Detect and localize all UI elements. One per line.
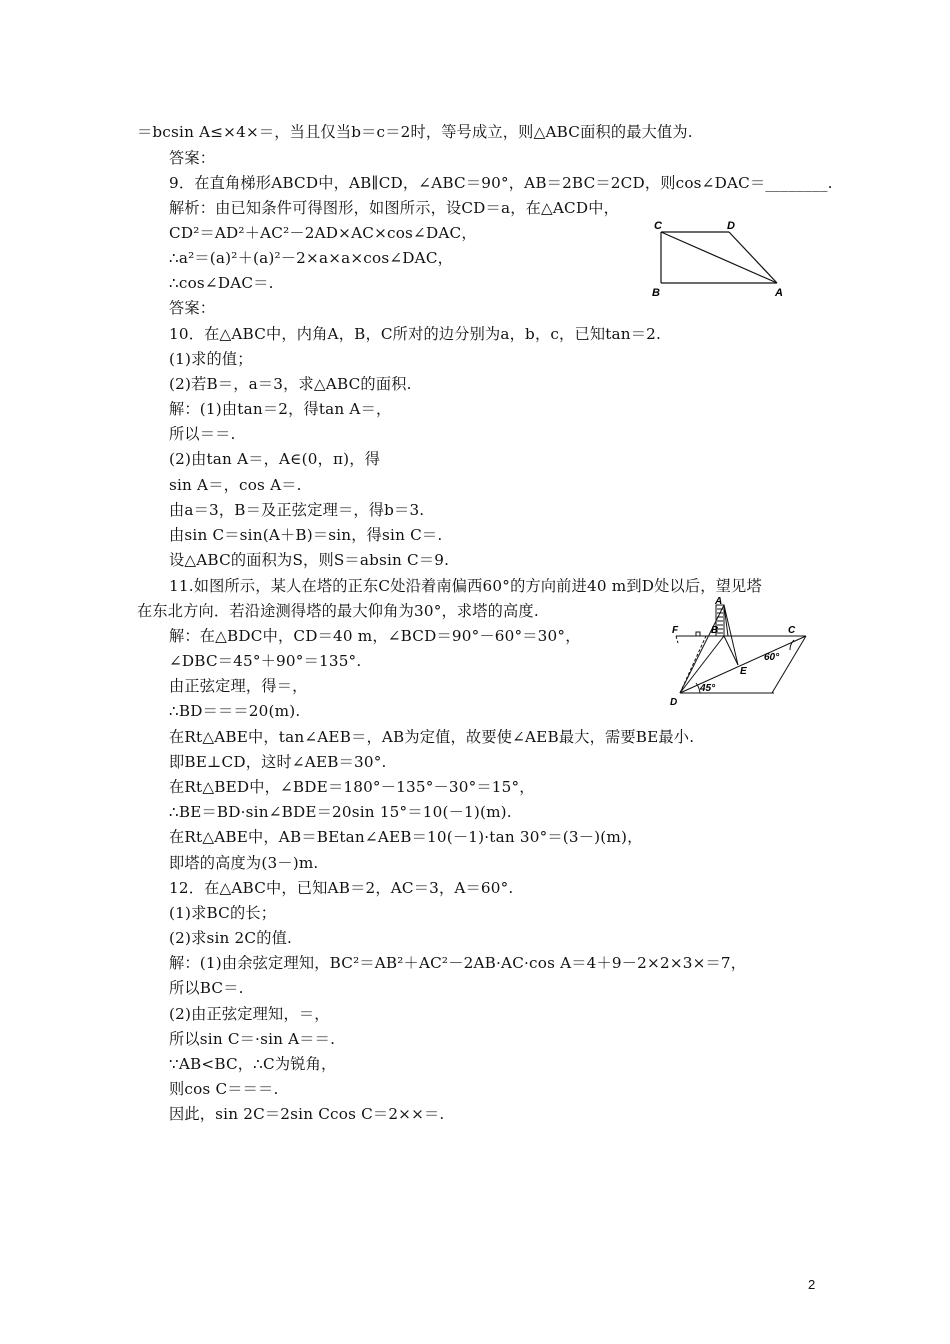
answer-label: 答案： [169, 299, 216, 317]
text-line: 由sin C＝sin(A＋B)＝sin，得sin C＝. [169, 526, 443, 544]
text-line: 即塔的高度为(3－)m. [169, 854, 319, 872]
problem-9-statement: 9．在直角梯形ABCD中，AB∥CD，∠ABC＝90°，AB＝2BC＝2CD，则cos∠DAC＝________. [169, 174, 833, 192]
text-line: 设△ABC的面积为S，则S＝absin C＝9. [169, 551, 450, 569]
text-line: 解：(1)由余弦定理知，BC²＝AB²＋AC²－2AB·AC·cos A＝4＋9－2×2×3×＝7， [169, 954, 747, 972]
text-line: 所以＝＝. [169, 425, 236, 443]
figure-label: D [727, 220, 735, 232]
text-line: 解析：由已知条件可得图形，如图所示，设CD＝a，在△ACD中， [169, 199, 619, 217]
text-line: 在Rt△ABE中，AB＝BEtan∠AEB＝10(－1)·tan 30°＝(3－)(m)， [169, 828, 643, 846]
text-line: ∴BE＝BD·sin∠BDE＝20sin 15°＝10(－1)(m). [169, 803, 512, 821]
figure-label: A [775, 287, 783, 299]
text-line: 则cos C＝＝＝. [169, 1080, 279, 1098]
text-line: 解：在△BDC中，CD＝40 m，∠BCD＝90°－60°＝30°， [169, 627, 581, 645]
text-line: sin A＝，cos A＝. [169, 476, 302, 494]
problem-10-statement: 10．在△ABC中，内角A，B，C所对的边分别为a，b，c，已知tan＝2. [169, 325, 662, 343]
figure-label: C [654, 220, 662, 232]
text-line: (2)求sin 2C的值. [169, 929, 293, 947]
figure-label: D [670, 697, 678, 708]
page-number: 2 [808, 1277, 816, 1292]
figure-label: E [740, 666, 747, 677]
tower-figure [666, 595, 811, 710]
text-line: ∴BD＝＝＝20(m). [169, 702, 301, 720]
trapezoid-figure [648, 218, 788, 300]
angle-label: 45° [700, 683, 716, 694]
text-line: (2)若B＝，a＝3，求△ABC的面积. [169, 375, 412, 393]
text-line: 因此，sin 2C＝2sin Ccos C＝2××＝. [169, 1105, 445, 1123]
text-line: 所以BC＝. [169, 979, 244, 997]
figure-label: B [711, 625, 719, 636]
text-line: ＝bcsin A≤×4×＝，当且仅当b＝c＝2时，等号成立，则△ABC面积的最大值为. [137, 123, 693, 141]
text-line: ∠DBC＝45°＋90°＝135°. [169, 652, 362, 670]
figure-label: F [672, 625, 679, 636]
text-line: CD²＝AD²＋AC²－2AD×AC×cos∠DAC， [169, 224, 477, 242]
text-line: 所以sin C＝·sin A＝＝. [169, 1030, 336, 1048]
text-line: (1)求的值； [169, 350, 253, 368]
text-line: (1)求BC的长； [169, 904, 277, 922]
text-line: ∵AB<BC，∴C为锐角， [169, 1055, 337, 1073]
text-line: 在Rt△ABE中，tan∠AEB＝，AB为定值，故要使∠AEB最大，需要BE最小. [169, 728, 695, 746]
text-line: ∴cos∠DAC＝. [169, 274, 274, 292]
problem-11-statement: 11.如图所示，某人在塔的正东C处沿着南偏西60°的方向前进40 m到D处以后，望见塔 [169, 577, 762, 595]
text-line: 由正弦定理，得＝， [169, 677, 308, 695]
angle-label: 60° [764, 652, 780, 663]
text-line: 由a＝3，B＝及正弦定理＝，得b＝3. [169, 501, 425, 519]
figure-label: C [788, 625, 796, 636]
text-line: 解：(1)由tan＝2，得tan A＝， [169, 400, 392, 418]
text-line: 即BE⊥CD，这时∠AEB＝30°. [169, 753, 387, 771]
text-line: ∴a²＝(a)²＋(a)²－2×a×a×cos∠DAC， [169, 249, 454, 267]
answer-label: 答案： [169, 149, 216, 167]
text-line: (2)由正弦定理知，＝， [169, 1005, 330, 1023]
problem-12-statement: 12．在△ABC中，已知AB＝2，AC＝3，A＝60°. [169, 879, 514, 897]
text-line: (2)由tan A＝，A∈(0，π)，得 [169, 450, 381, 468]
figure-label: A [715, 596, 723, 607]
figure-label: B [652, 287, 660, 299]
text-line: 在Rt△BED中，∠BDE＝180°－135°－30°＝15°， [169, 778, 535, 796]
text-line: 在东北方向．若沿途测得塔的最大仰角为30°，求塔的高度. [137, 602, 539, 620]
